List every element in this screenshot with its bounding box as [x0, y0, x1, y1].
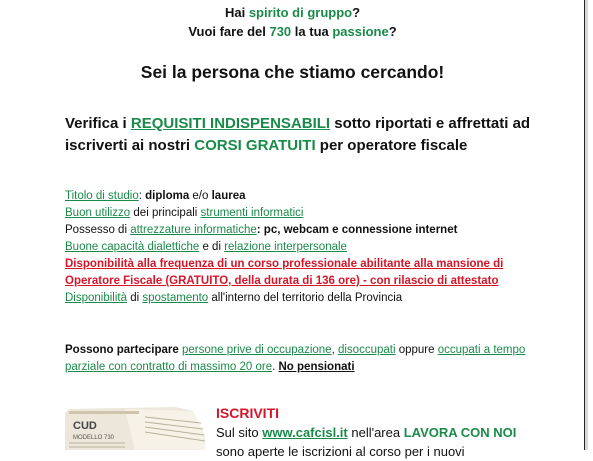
- eligibility-paragraph: [65, 342, 535, 376]
- elig-text: oppure: [395, 344, 438, 356]
- requirement-education: [65, 188, 535, 205]
- intro-highlight: passione: [332, 24, 389, 39]
- requirement-mobility: [65, 290, 535, 307]
- requirements-list: [65, 188, 535, 307]
- elig-keyword: persone prive di occupazione: [181, 344, 332, 356]
- signup-line-site: [216, 423, 556, 442]
- req-keyword: strumenti informatici: [200, 207, 304, 219]
- intro-line-1: [0, 3, 585, 22]
- work-with-us-label: LAVORA CON NOI: [403, 425, 517, 440]
- requirement-communication: [65, 239, 535, 256]
- req-keyword: attrezzature informatiche: [130, 224, 257, 236]
- intro-text: ?: [352, 5, 361, 20]
- req-keyword: Buon utilizzo: [65, 207, 131, 219]
- req-text: e/o: [189, 190, 212, 202]
- intro-text: Hai: [224, 5, 249, 20]
- elig-keyword: occupati a tempo parziale con contratto di massimo 20 ore: [65, 344, 526, 373]
- signup-text: Sul sito: [216, 425, 263, 440]
- elig-text: Possono partecipare: [65, 344, 182, 356]
- website-link[interactable]: www.cafcisl.it: [262, 425, 348, 440]
- intro-text: la tua: [291, 24, 333, 39]
- verify-text: per operatore fiscale: [315, 137, 468, 154]
- req-text: :: [138, 190, 146, 202]
- verify-text: sotto riportati e affrettati ad iscriverti ai nostri: [65, 115, 531, 154]
- req-keyword: Buone capacità dialettiche: [65, 241, 200, 253]
- signup-section: [216, 404, 556, 461]
- intro-text: ?: [388, 24, 397, 39]
- req-keyword: Disponibilità: [65, 292, 128, 304]
- elig-keyword: disoccupati: [337, 344, 396, 356]
- req-text: all'interno del territorio della Provincia: [208, 292, 403, 304]
- intro-highlight: 730: [269, 24, 292, 39]
- cud-form-image: [65, 407, 205, 450]
- req-keyword: Titolo di studio: [65, 190, 139, 202]
- free-courses-highlight: CORSI GRATUITI: [194, 137, 316, 154]
- req-text: dei principali: [130, 207, 201, 219]
- intro-questions: [0, 3, 585, 41]
- tax-form-icon: [65, 407, 205, 450]
- signup-title: ISCRIVITI: [216, 405, 280, 421]
- requirement-equipment: [65, 222, 535, 239]
- intro-line-2: [0, 22, 585, 41]
- requirement-it-skills: [65, 205, 535, 222]
- req-keyword: relazione interpersonale: [224, 241, 347, 253]
- requirements-link[interactable]: REQUISITI INDISPENSABILI: [130, 115, 331, 132]
- intro-highlight: spirito di gruppo: [248, 5, 353, 20]
- elig-text: .: [272, 361, 279, 373]
- req-keyword: spostamento: [142, 292, 209, 304]
- intro-text: Vuoi fare del: [188, 24, 270, 39]
- verify-text: Verifica i: [65, 115, 131, 132]
- no-pensioners: No pensionati: [278, 361, 355, 373]
- verify-paragraph: [65, 113, 545, 157]
- req-text: e di: [199, 241, 225, 253]
- page-edge-shadow: [585, 0, 588, 450]
- cud-label: CUD: [73, 420, 97, 432]
- requirement-course-attendance: Disponibilità alla frequenza di un corso professionale abilitante alla mansione di Operatore Fiscale (GRATUITO, della durata di 136 ore) - con rilascio di attestato: [65, 258, 504, 287]
- elig-text: ,: [331, 344, 338, 356]
- req-value: laurea: [211, 190, 246, 202]
- req-value: diploma: [145, 190, 190, 202]
- signup-text: nell'area: [347, 425, 404, 440]
- req-value: : pc, webcam e connessione internet: [256, 224, 458, 236]
- req-text: Possesso di: [65, 224, 131, 236]
- signup-line-partial: sono aperte le iscrizioni al corso per i nuovi: [216, 444, 465, 459]
- headline: Sei la persona che stiamo cercando!: [140, 62, 445, 82]
- model-730-label: MODELLO 730: [73, 435, 115, 441]
- req-text: di: [127, 292, 143, 304]
